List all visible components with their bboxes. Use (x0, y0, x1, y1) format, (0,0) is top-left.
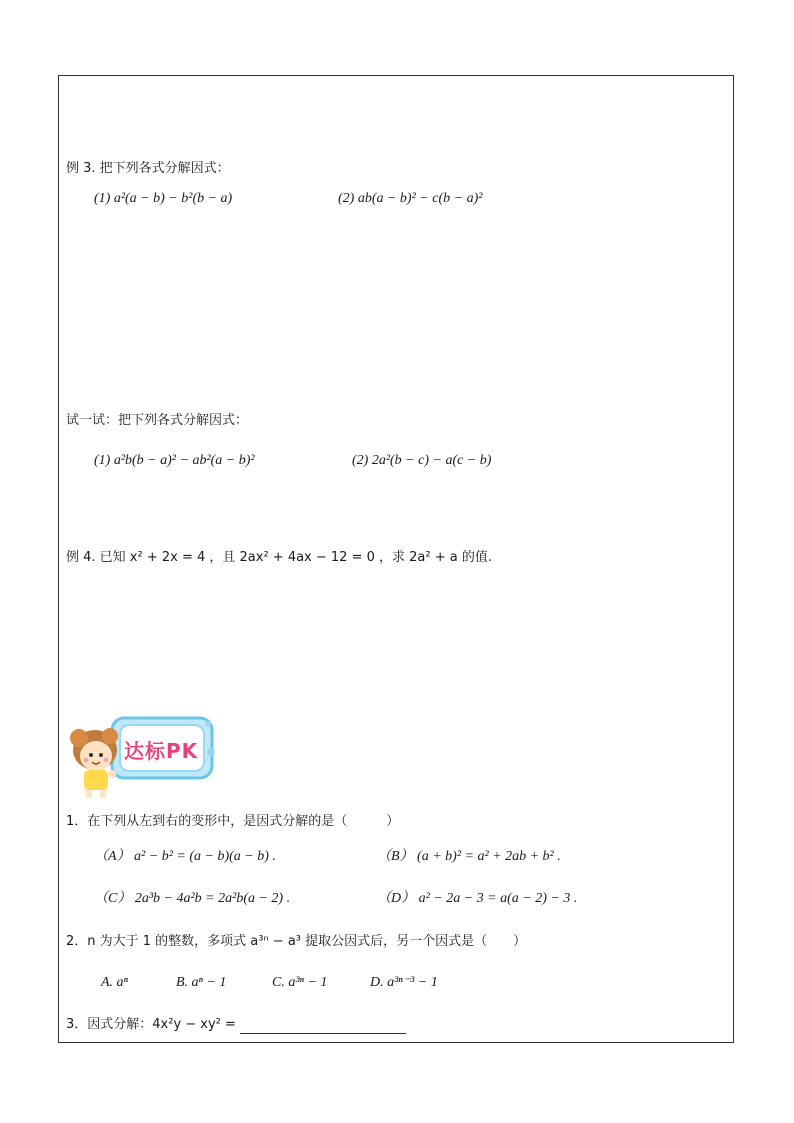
q1-option-a: （A） a² − b² = (a − b)(a − b) . (94, 849, 276, 864)
example4-text: 例 4. 已知 x² + 2x = 4 ，且 2ax² + 4ax − 12 = 0 ，求 2a² + a 的值. (66, 550, 492, 565)
q1-option-d: （D） a² − 2a − 3 = a(a − 2) − 3 . (377, 891, 578, 906)
try-title: 试一试：把下列各式分解因式： (66, 413, 249, 428)
q3-stem: 3．因式分解：4x²y − xy² = (66, 1017, 236, 1032)
q2-option-a: A. aⁿ (101, 975, 128, 990)
q2-option-d: D. a³ⁿ⁻³ − 1 (370, 975, 438, 990)
achievement-badge (68, 708, 218, 800)
q1-stem: 1．在下列从左到右的变形中，是因式分解的是（ ） (66, 814, 400, 829)
q1-option-c: （C） 2a³b − 4a²b = 2a²b(a − 2) . (94, 891, 291, 906)
q1-option-b: （B） (a + b)² = a² + 2ab + b² . (377, 849, 561, 864)
try-item-2: (2) 2a²(b − c) − a(c − b) (352, 453, 492, 468)
badge-label: 达标PK (124, 739, 199, 763)
q2-option-c: C. a³ⁿ − 1 (272, 975, 328, 990)
try-item-1: (1) a²b(b − a)² − ab²(a − b)² (94, 453, 255, 468)
q2-stem: 2．n 为大于 1 的整数，多项式 a³ⁿ − a³ 提取公因式后，另一个因式是（ ） (66, 934, 527, 949)
example3-title: 例 3. 把下列各式分解因式： (66, 161, 230, 176)
q3-line (66, 1016, 406, 1034)
q3-answer-blank[interactable] (240, 1019, 406, 1034)
example3-item-1: (1) a²(a − b) − b²(b − a) (94, 191, 233, 206)
q2-option-b: B. aⁿ − 1 (176, 975, 227, 990)
example3-item-2: (2) ab(a − b)² − c(b − a)² (338, 191, 483, 206)
